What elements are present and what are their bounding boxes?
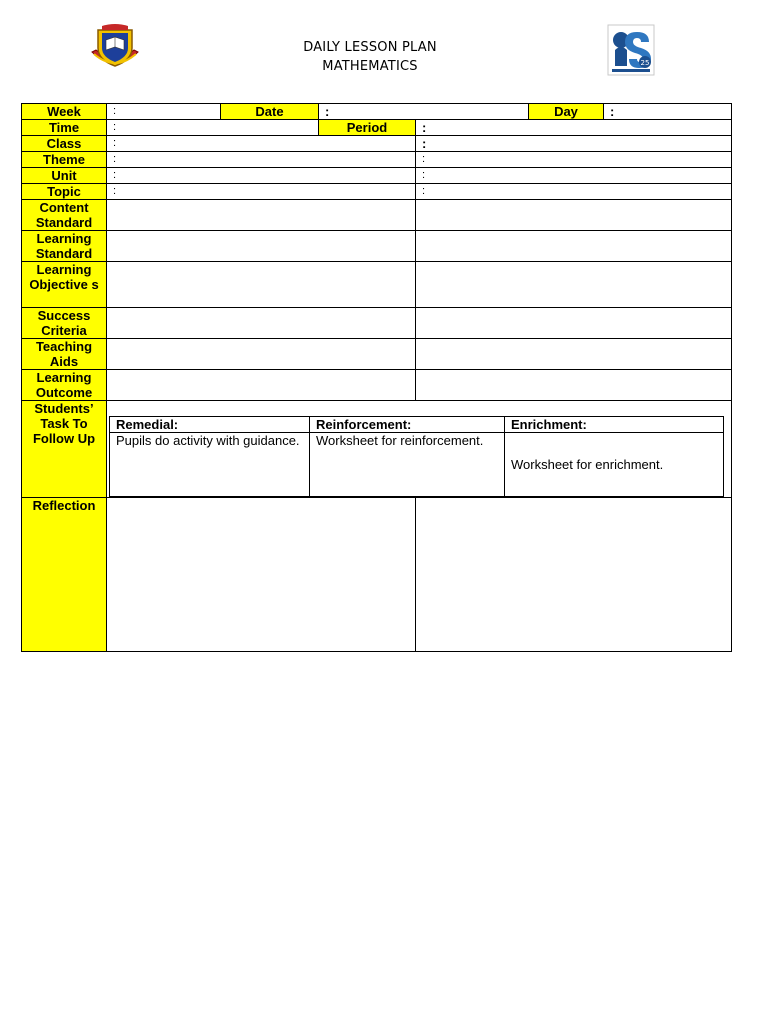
enrichment-header: Enrichment: bbox=[505, 417, 724, 433]
row-time bbox=[22, 120, 732, 136]
week-value[interactable]: : bbox=[107, 104, 221, 120]
teaching-aids-label: Teaching Aids bbox=[22, 339, 107, 370]
day-value[interactable]: : bbox=[604, 104, 732, 120]
unit-label: Unit bbox=[22, 168, 107, 184]
period-label: Period bbox=[319, 120, 416, 136]
day-label: Day bbox=[529, 104, 604, 120]
row-students-task bbox=[22, 401, 732, 498]
follow-up-body-row bbox=[110, 433, 724, 497]
row-week bbox=[22, 104, 732, 120]
learning-objectives-left[interactable] bbox=[107, 262, 416, 308]
class-value-right[interactable]: : bbox=[416, 136, 732, 152]
row-success-criteria bbox=[22, 308, 732, 339]
svg-text:25: 25 bbox=[640, 59, 650, 67]
success-criteria-right[interactable] bbox=[416, 308, 732, 339]
reinforcement-text[interactable]: Worksheet for reinforcement. bbox=[310, 433, 505, 497]
success-criteria-label: Success Criteria bbox=[22, 308, 107, 339]
success-criteria-left[interactable] bbox=[107, 308, 416, 339]
follow-up-header-row bbox=[110, 417, 724, 433]
row-teaching-aids bbox=[22, 339, 732, 370]
follow-up-table bbox=[109, 416, 724, 497]
time-label: Time bbox=[22, 120, 107, 136]
time-value[interactable]: : bbox=[107, 120, 319, 136]
title-line-2: MATHEMATICS bbox=[322, 59, 418, 74]
week-label: Week bbox=[22, 104, 107, 120]
date-value[interactable]: : bbox=[319, 104, 529, 120]
theme-value-left[interactable]: : bbox=[107, 152, 416, 168]
date-label: Date bbox=[221, 104, 319, 120]
theme-label: Theme bbox=[22, 152, 107, 168]
class-value-left[interactable]: : bbox=[107, 136, 416, 152]
row-reflection bbox=[22, 498, 732, 652]
learning-objectives-right[interactable] bbox=[416, 262, 732, 308]
period-value[interactable]: : bbox=[416, 120, 732, 136]
learning-standard-right[interactable] bbox=[416, 231, 732, 262]
teaching-aids-left[interactable] bbox=[107, 339, 416, 370]
students-task-label: Students’ Task To Follow Up bbox=[22, 401, 107, 498]
theme-value-right[interactable]: : bbox=[416, 152, 732, 168]
reflection-right[interactable] bbox=[416, 498, 732, 652]
remedial-header: Remedial: bbox=[110, 417, 310, 433]
learning-outcome-right[interactable] bbox=[416, 370, 732, 401]
anniversary-25-logo-icon bbox=[607, 24, 655, 76]
row-class bbox=[22, 136, 732, 152]
learning-standard-label: Learning Standard bbox=[22, 231, 107, 262]
row-unit bbox=[22, 168, 732, 184]
row-learning-outcome bbox=[22, 370, 732, 401]
school-crest-icon bbox=[88, 22, 142, 74]
learning-standard-left[interactable] bbox=[107, 231, 416, 262]
unit-value-right[interactable]: : bbox=[416, 168, 732, 184]
row-learning-objectives bbox=[22, 262, 732, 308]
row-topic bbox=[22, 184, 732, 200]
unit-value-left[interactable]: : bbox=[107, 168, 416, 184]
row-content-standard bbox=[22, 200, 732, 231]
row-learning-standard bbox=[22, 231, 732, 262]
enrichment-text[interactable]: Worksheet for enrichment. bbox=[505, 433, 724, 497]
reflection-label: Reflection bbox=[22, 498, 107, 652]
row-theme bbox=[22, 152, 732, 168]
reflection-left[interactable] bbox=[107, 498, 416, 652]
class-label: Class bbox=[22, 136, 107, 152]
follow-up-cell bbox=[107, 401, 732, 498]
learning-outcome-label: Learning Outcome bbox=[22, 370, 107, 401]
content-standard-right[interactable] bbox=[416, 200, 732, 231]
learning-objectives-label: Learning Objective s bbox=[22, 262, 107, 308]
reinforcement-header: Reinforcement: bbox=[310, 417, 505, 433]
content-standard-label: Content Standard bbox=[22, 200, 107, 231]
remedial-text[interactable]: Pupils do activity with guidance. bbox=[110, 433, 310, 497]
teaching-aids-right[interactable] bbox=[416, 339, 732, 370]
lesson-plan-table bbox=[21, 103, 732, 652]
content-standard-left[interactable] bbox=[107, 200, 416, 231]
topic-label: Topic bbox=[22, 184, 107, 200]
header-title bbox=[230, 38, 510, 76]
learning-outcome-left[interactable] bbox=[107, 370, 416, 401]
topic-value-right[interactable]: : bbox=[416, 184, 732, 200]
topic-value-left[interactable]: : bbox=[107, 184, 416, 200]
title-line-1: DAILY LESSON PLAN bbox=[303, 40, 437, 55]
